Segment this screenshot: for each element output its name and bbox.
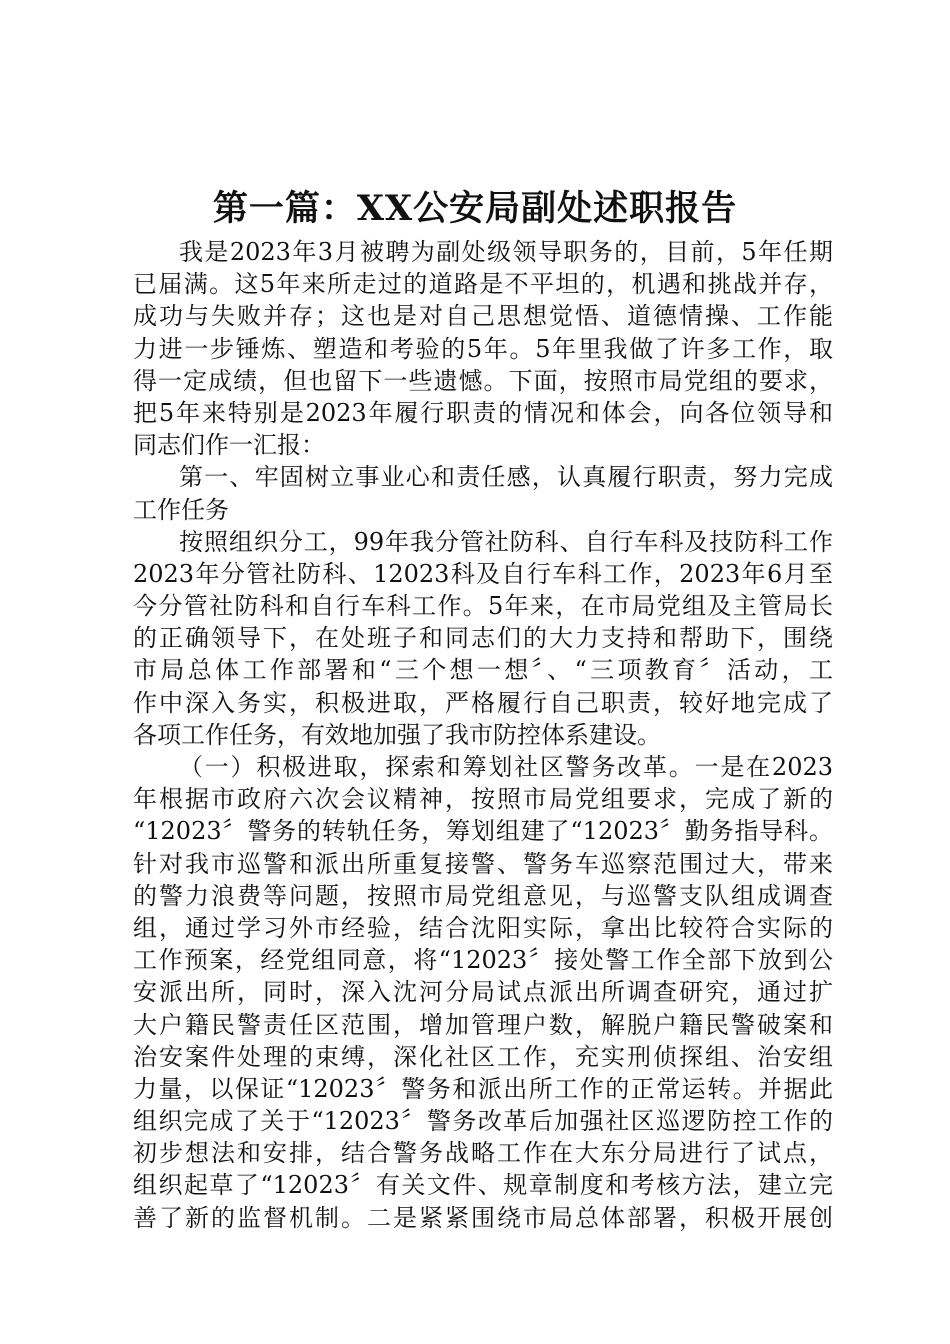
section-heading-line: 工作任务 [133,495,229,524]
text-line: 2023年分管社防科、12023科及自行车科工作，2023年6月至 [133,559,833,588]
text-line: 组织完成了关于“12023〞警务改革后加强社区巡逻防控工作的 [133,1107,833,1136]
text-line: 初步想法和安排，结合警务战略工作在大东分局进行了试点， [133,1139,833,1168]
text-line: 善了新的监督机制。二是紧紧围绕市局总体部署，积极开展创 [133,1203,833,1232]
text-line: 同志们作一汇报： [133,431,325,460]
text-line: 组织起草了“12023〞有关文件、规章制度和考核方法，建立完 [133,1171,833,1200]
text-line: 按照组织分工，99年我分管社防科、自行车科及技防科工作 [179,527,833,556]
text-line: 治安案件处理的束缚，深化社区工作，充实刑侦探组、治安组 [133,1042,833,1071]
text-line: 年根据市政府六次会议精神，按照市局党组要求，完成了新的 [133,785,833,814]
text-line: 成功与失败并存；这也是对自己思想觉悟、道德情操、工作能 [133,302,833,331]
document-title: 第一篇：XX公安局副处述职报告 [212,188,738,229]
text-line: 工作预案，经党组同意，将“12023〞接处警工作全部下放到公 [133,946,833,975]
text-line: 力进一步锤炼、塑造和考验的5年。5年里我做了许多工作，取 [133,334,833,363]
text-line: （一）积极进取，探索和筹划社区警务改革。一是在2023 [179,753,833,781]
text-line: 市局总体工作部署和“三个想一想〞、“三项教育〞活动，工 [133,656,833,685]
text-line: 组，通过学习外市经验，结合沈阳实际，拿出比较符合实际的 [133,913,833,942]
text-line: 把5年来特别是2023年履行职责的情况和体会，向各位领导和 [133,398,833,427]
text-line: 得一定成绩，但也留下一些遗憾。下面，按照市局党组的要求， [133,366,833,395]
text-line: “12023〞警务的转轨任务，筹划组建了“12023〞勤务指导科。 [133,817,833,846]
text-line: 作中深入务实，积极进取，严格履行自己职责，较好地完成了 [133,688,833,717]
text-line: 的正确领导下，在处班子和同志们的大力支持和帮助下，围绕 [133,624,833,653]
text-line: 大户籍民警责任区范围，增加管理户数，解脱户籍民警破案和 [133,1010,833,1039]
text-line: 针对我市巡警和派出所重复接警、警务车巡察范围过大，带来 [133,849,833,878]
text-line: 我是2023年3月被聘为副处级领导职务的，目前，5年任期 [179,238,833,266]
text-line: 已届满。这5年来所走过的道路是不平坦的，机遇和挑战并存， [133,270,833,299]
text-line: 力量，以保证“12023〞警务和派出所工作的正常运转。并据此 [133,1074,833,1103]
document-body [133,236,833,1234]
text-line: 的警力浪费等问题，按照市局党组意见，与巡警支队组成调查 [133,881,833,910]
text-line: 各项工作任务，有效地加强了我市防控体系建设。 [133,720,661,749]
section-heading-line: 第一、牢固树立事业心和责任感，认真履行职责，努力完成 [179,463,833,492]
text-line: 安派出所，同时，深入沈河分局试点派出所调查研究，通过扩 [133,978,833,1007]
text-line: 今分管社防科和自行车科工作。5年来，在市局党组及主管局长 [133,592,833,621]
